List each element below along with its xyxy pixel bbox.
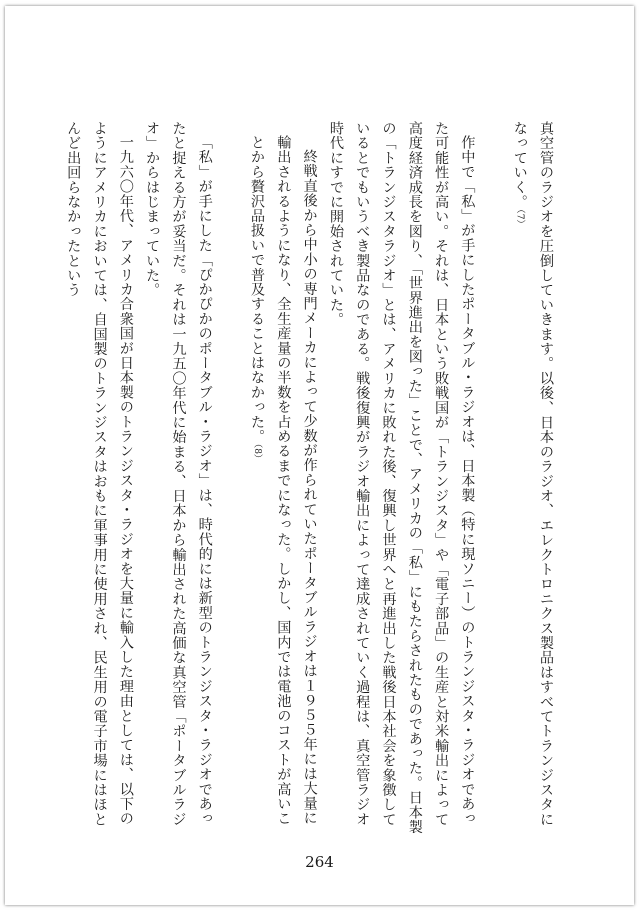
endnote-ref-8: （8） (252, 443, 263, 464)
paragraph-2-text: 作中で「私」が手にしたポータブル・ラジオは、日本製（特に現ソニー）のトランジスタ・ラジオであった可能性が高い。それは、日本という敗戦国が「トランジスタ」や「電子部品」の生産と対米輸出によって高度経済成長を図り、「世界進出を図った」ことで、アメリカの「私」にもたらされたものであった。日本製の「トランジスタラジオ」とは、アメリカに敗れた後、復興し世界へと再進出した戦後日本社会を象徴しているとでもいうべき製品なのである。戦後復興がラジオ輸出によって達成されていく過程は、真空管ラジオ時代にすでに開始されていた。 (327, 121, 476, 835)
endnote-ref-7: （7） (514, 209, 525, 229)
paragraph-4 (60, 121, 139, 836)
page-number: 264 (305, 853, 334, 871)
body-text (65, 121, 559, 836)
paragraph-2 (323, 121, 481, 836)
paragraph-1-text: 真空管のラジオを圧倒していきます。以後、日本のラジオ、エレクトロニクス製品はすべてトランジスタになっていく。 (511, 121, 554, 827)
paragraph-1 (506, 121, 559, 836)
document-page (5, 6, 634, 905)
paragraph-4-text: 一九六〇年代、アメリカ合衆国が日本製のトランジスタ・ラジオを大量に輸入した理由としては、以下のようにアメリカにおいては、自国製のトランジスタはおもに軍事用に使用され、民生用の電子市場にはほとんど出回らなかったという (65, 121, 134, 827)
quote-paragraph (244, 135, 323, 836)
paragraph-3-text: 「私」が手にした「ぴかぴかのポータブル・ラジオ」は、時代的には新型のトランジスタ・ラジオであったと捉える方が妥当だ。それは一九五〇年代に始まる、日本から輸出された高価な真空管「ポータブルラジオ」からはじまっていた。 (144, 121, 213, 827)
paragraph-3 (139, 121, 218, 836)
quote-text: 終戦直後から中小の専門メーカによって少数が作られていたポータブルラジオは１９５５年には大量に輸出されるようになり、全生産量の半数を占めるまでになった。しかし、国内では電池のコストが高いことから贅沢品扱いで普及することはなかった。 (249, 135, 318, 827)
paragraph-gap (218, 121, 244, 836)
paragraph-gap (480, 121, 506, 836)
